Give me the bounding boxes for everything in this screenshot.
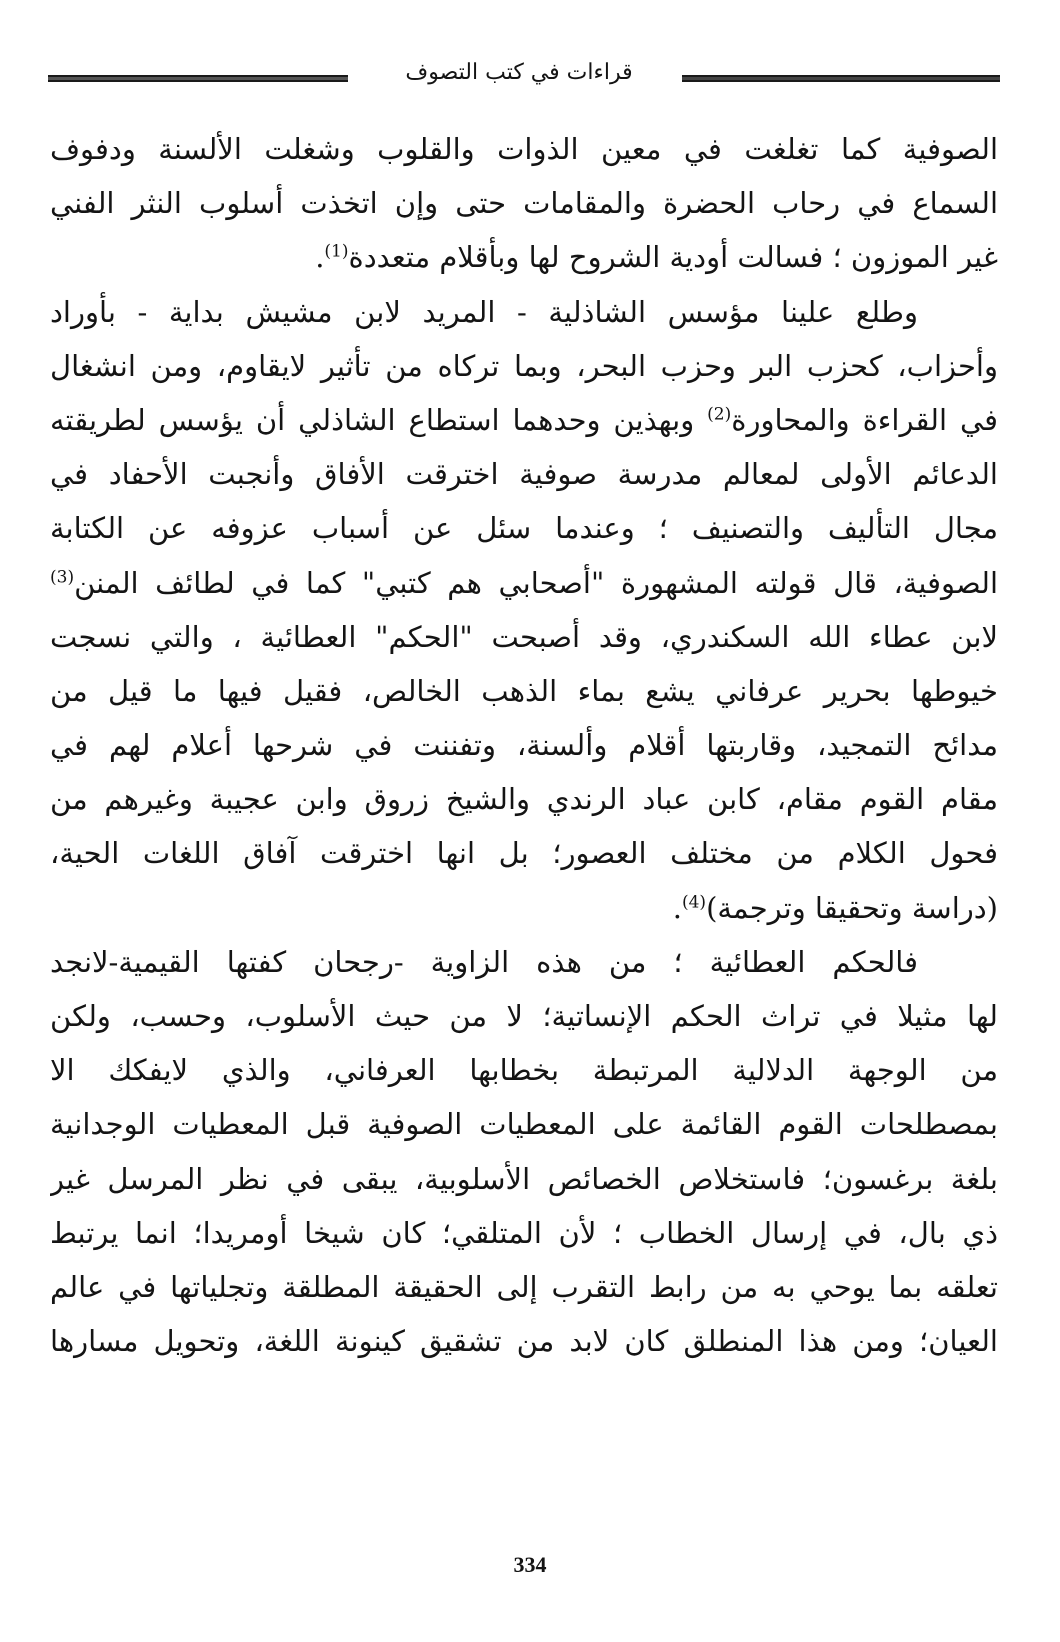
text-line: فحول الكلام من مختلف العصور؛ بل انها اخترقت آفاق اللغات الحية، xyxy=(50,836,998,871)
text-line: العيان؛ ومن هذا المنطلق كان لابد من تشقيق كينونة اللغة، وتحويل مسارها xyxy=(50,1324,998,1359)
text-line: مجال التأليف والتصنيف ؛ وعندما سئل عن أسباب عزوفه عن الكتابة xyxy=(50,511,998,546)
footnote-marker: (4) xyxy=(681,891,707,912)
text-line: لها مثيلا في تراث الحكم الإنساتية؛ لا من حيث الأسلوب، وحسب، ولكن xyxy=(50,999,998,1033)
text-line: وأحزاب، كحزب البر وحزب البحر، وبما تركاه من تأثير لايقاوم، ومن انشغال xyxy=(50,348,998,383)
footnote-marker: (3) xyxy=(50,566,75,587)
running-header xyxy=(48,58,1000,94)
text-line: بلغة برغسون؛ فاستخلاص الخصائص الأسلوبية، يبقى في نظر المرسل غير xyxy=(50,1161,998,1196)
text-line: من الوجهة الدلالية المرتبطة بخطابها العرفاني، والذي لايفكك الا xyxy=(50,1053,998,1088)
header-rule-left xyxy=(48,75,348,82)
text-line: (دراسة وتحقيقا وترجمة)$^{(4)}$. xyxy=(672,890,998,925)
text-line: غير الموزون ؛ فسالت أودية الشروح لها وبأقلام متعددة$^{(1)}$. xyxy=(315,240,998,275)
text-line: خيوطها بحرير عرفاني يشع بماء الذهب الخالص، فقيل فيها ما قيل من xyxy=(50,673,998,708)
text-line: وطلع علينا مؤسس الشاذلية - المريد لابن مشيش بداية - بأوراد xyxy=(50,294,918,329)
text-line: بمصطلحات القوم القائمة على المعطيات الصوفية قبل المعطيات الوجدانية xyxy=(50,1107,998,1142)
text-line: في القراءة والمحاورة$^{(2)}$ وبهذين وحدهما استطاع الشاذلي أن يؤسس لطريقته xyxy=(50,402,998,437)
text-line: تعلقه بما يوحي به من رابط التقرب إلى الحقيقة المطلقة وتجلياتها في عالم xyxy=(50,1269,998,1304)
header-rule-right xyxy=(682,75,1000,82)
text-line: مقام القوم مقام، كابن عباد الرندي والشيخ زروق وابن عجيبة وغيرهم من xyxy=(50,782,998,817)
text-line: لابن عطاء الله السكندري، وقد أصبحت "الحكم" العطائية ، والتي نسجت xyxy=(50,619,998,654)
footnote-marker: (1) xyxy=(324,241,349,262)
main-text xyxy=(50,122,998,1368)
page-number: 334 xyxy=(513,1552,547,1577)
text-line: فالحكم العطائية ؛ من هذه الزاوية -رجحان كفتها القيمية-لانجد xyxy=(50,944,918,979)
text-line: الصوفية كما تغلغت في معين الذوات والقلوب وشغلت الألسنة ودفوف xyxy=(50,132,998,166)
text-line: مدائح التمجيد، وقاربتها أقلام وألسنة، وتفننت في شرحها أعلام لهم في xyxy=(50,728,998,763)
text-line: الصوفية، قال قولته المشهورة "أصحابي هم كتبي" كما في لطائف المنن$^{(3)}$ xyxy=(50,565,998,600)
text-line: السماع في رحاب الحضرة والمقامات حتى وإن اتخذت أسلوب النثر الفني xyxy=(50,186,998,221)
running-header-title: قراءات في كتب التصوف xyxy=(405,60,633,85)
text-line: ذي بال، في إرسال الخطاب ؛ لأن المتلقي؛ كان شيخا أومريدا؛ انما يرتبط xyxy=(50,1215,998,1250)
text-line: الدعائم الأولى لمعالم مدرسة صوفية اخترقت الأفاق وأنجبت الأحفاد في xyxy=(50,457,998,492)
footnote-marker: (2) xyxy=(707,404,732,425)
